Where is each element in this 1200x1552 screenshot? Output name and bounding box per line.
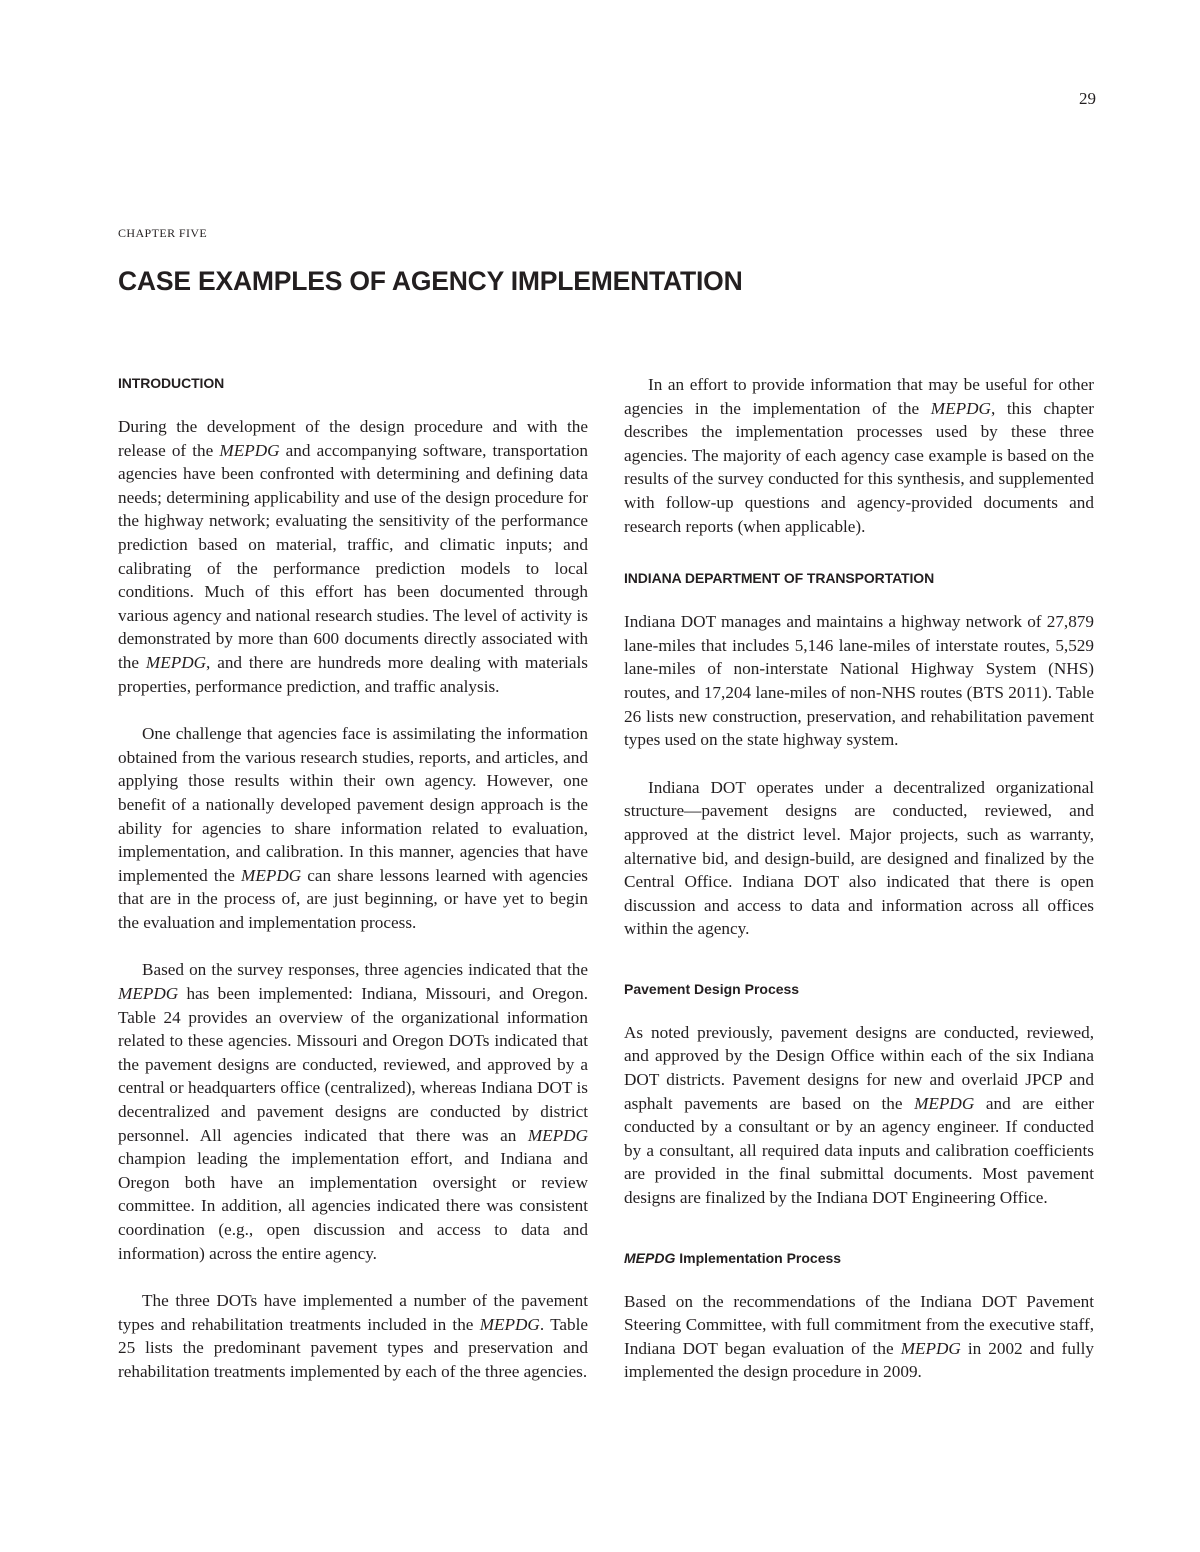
chapter-title: CASE EXAMPLES OF AGENCY IMPLEMENTATION [118,266,743,296]
indiana-structure-paragraph: Indiana DOT operates under a decentralized organizational structure—pavement designs are conducted, reviewed, and approved at the district level. Major projects, such as warranty, alternative bid, and design-build, are designed and finalized by the Central Office. Indiana DOT also indicated that there is open discussion and access to data and information across all offices within the agency. [624,777,1094,939]
pavement-design-process-heading: Pavement Design Process [624,980,800,997]
intro-paragraph-4: The three DOTs have implemented a number of the pavement types and rehabilitation treatments included in the MEPDG. Table 25 lists the predominant pavement types and preservation and rehabilitation treatments implemented by each of the three agencies. [118,1291,588,1381]
indiana-dot-heading: INDIANA DEPARTMENT OF TRANSPORTATION [624,570,935,587]
implementation-paragraph: Based on the recommendations of the Indiana DOT Pavement Steering Committee, with full commitment from the executive staff, Indiana DOT began evaluation of the MEPDG in 2002 and fully implemented the design procedure in 2009. [624,1291,1094,1382]
left-column [118,373,588,1384]
mepdg-implementation-process-heading: MEPDG Implementation Process [624,1249,842,1266]
chapter-label: CHAPTER FIVE [118,226,208,240]
overview-paragraph: In an effort to provide information that may be useful for other agencies in the implementation of the MEPDG, this chapter describes the implementation processes used by these three agencies. The majority of each agency case example is based on the results of the survey conducted for this synthesis, and supplemented with follow-up questions and agency-provided documents and research reports (when applicable). [624,375,1094,536]
page-number: 29 [1079,89,1096,108]
pavement-design-paragraph: As noted previously, pavement designs are conducted, reviewed, and approved by the Design Office within each of the six Indiana DOT districts. Pavement designs for new and overlaid JPCP and asphalt pavements are based on the MEPDG and are either conducted by a consultant or by an agency engineer. If conducted by a consultant, all required data inputs and calibration coefficients are provided in the final submittal documents. Most pavement designs are finalized by the Indiana DOT Engineering Office. [624,1022,1094,1208]
intro-paragraph-2: One challenge that agencies face is assimilating the information obtained from the various research studies, reports, and articles, and applying those results within their own agency. However, one benefit of a nationally developed pavement design approach is the ability for agencies to share information related to evaluation, implementation, and calibration. In this manner, agencies that have implemented the MEPDG can share lessons learned with agencies that are in the process of, are just beginning, or have yet to begin the evaluation and implementation process. [118,724,588,932]
right-column [624,373,1094,1384]
intro-paragraph-1: During the development of the design procedure and with the release of the MEPDG and accompanying software, transportation agencies have been confronted with determining and defining data needs; determining applicability and use of the design procedure for the highway network; evaluating the sensitivity of the performance prediction based on material, traffic, and climatic inputs; and calibrating of the performance prediction models to local conditions. Much of this effort has been documented through various agency and national research studies. The level of activity is demonstrated by more than 600 documents directly associated with the MEPDG, and there are hundreds more dealing with materials properties, performance prediction, and traffic analysis. [118,417,588,696]
intro-paragraph-3: Based on the survey responses, three agencies indicated that the MEPDG has been implemented: Indiana, Missouri, and Oregon. Table 24 provides an overview of the organizational information related to these agencies. Missouri and Oregon DOTs indicated that the pavement designs are conducted, reviewed, and approved by a central or headquarters office (centralized), whereas Indiana DOT is decentralized and pavement designs are conducted by district personnel. All agencies indicated that there was an MEPDG champion leading the implementation effort, and Indiana and Oregon both have an implementation oversight or review committee. In addition, all agencies indicated there was consistent coordination (e.g., open discussion and access to data and information) across the entire agency. [118,960,588,1263]
indiana-network-paragraph: Indiana DOT manages and maintains a highway network of 27,879 lane-miles that includes 5,146 lane-miles of interstate routes, 5,529 lane-miles of non-interstate National Highway System (NHS) routes, and 17,204 lane-miles of non-NHS routes (BTS 2011). Table 26 lists new construction, preservation, and rehabilitation pavement types used on the state highway system. [624,612,1094,750]
introduction-heading: INTRODUCTION [118,375,225,391]
